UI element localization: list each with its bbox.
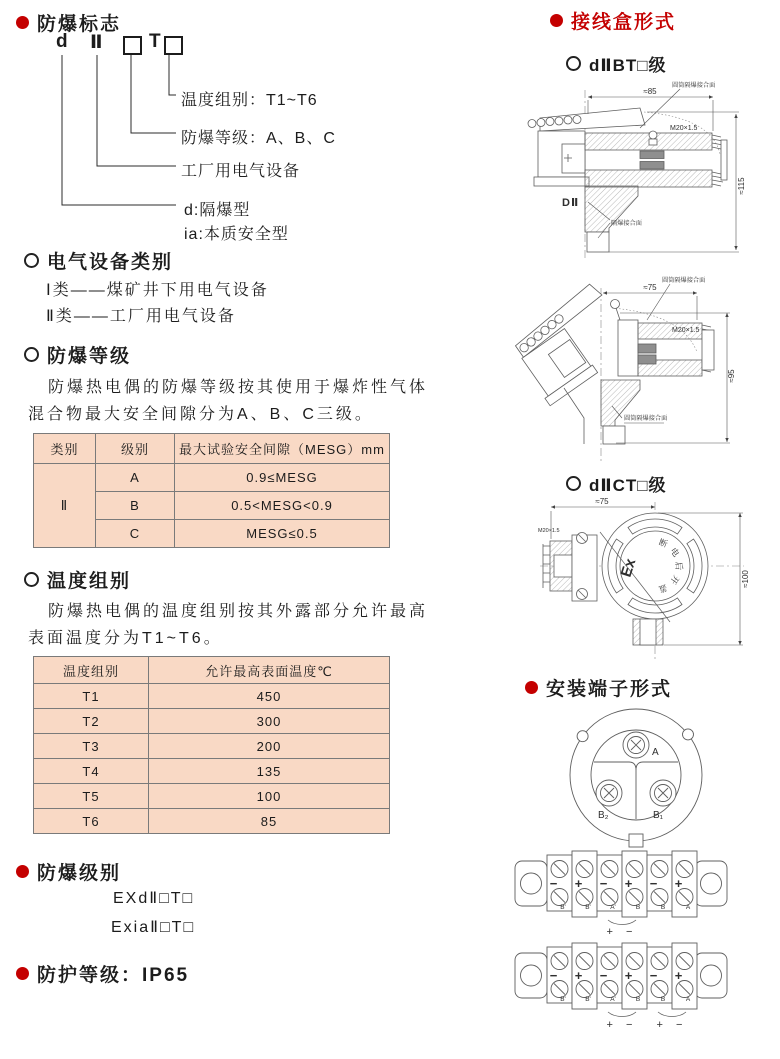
table-row [34,759,390,784]
sign: + [674,968,683,983]
cell: T5 [34,784,149,809]
sign: + [624,968,633,983]
sign: − [599,876,608,891]
terminal-strip-2 [512,940,730,1039]
terminal-label: B [660,904,666,911]
section-terminals-heading [525,674,672,701]
protection-text: 防护等级：IP65 [37,965,190,986]
cell: MESG≤0.5 [175,520,390,548]
section-title: 防爆级别 [37,863,122,884]
section-protection-heading [16,960,189,987]
hollow-bullet-icon [24,347,39,362]
category-item-1: Ⅰ类——煤矿井下用电气设备 [46,282,269,299]
terminal-label: A' [610,996,616,1003]
section-category-heading [24,247,173,274]
disc-terminal-b1-label: B₁ [653,810,664,821]
table-row [34,734,390,759]
table-row [34,684,390,709]
note-top-label: 圆筒隔爆接合面 [662,277,706,284]
cell: 300 [149,709,390,734]
section-title: 防爆标志 [37,14,122,35]
temp-paragraph-line1: 防爆热电偶的温度组别按其外露部分允许最高 [48,603,429,620]
polarity-brace-label: + − [606,926,638,938]
cell: A [96,464,175,492]
cell: T2 [34,709,149,734]
marking-label-d-type: d:隔爆型 [184,202,251,219]
terminal-strip-1 [512,848,730,943]
terminal-label: A [685,996,691,1003]
dim-height-label: ≈115 [737,177,746,195]
temperature-table [33,656,390,834]
col-header: 温度组别 [34,657,149,684]
terminal-label: A' [610,904,616,911]
mesg-table [33,433,390,548]
terminal-label: B' [585,904,591,911]
section-title: 电气设备类别 [47,252,174,273]
cover-char: 开 [668,573,682,587]
col-header: 类别 [34,434,96,464]
red-bullet-icon [16,967,29,980]
cell: 135 [149,759,390,784]
junction-type-c-heading [566,471,667,496]
col-header: 级别 [96,434,175,464]
cell: 85 [149,809,390,834]
hollow-bullet-icon [566,56,581,71]
section-title: 防爆等级 [47,346,132,367]
terminal-label: A [685,904,691,911]
table-row [34,464,390,492]
sign: + [674,876,683,891]
terminal-label: B' [560,996,566,1003]
placeholder-box-temp [164,36,183,55]
sign: + [624,876,633,891]
section-temp-heading [24,566,131,593]
section-title: 安装端子形式 [546,679,673,700]
cover-char: 盖 [657,582,669,595]
type-label: dⅡBT□级 [589,56,667,75]
category-item-2: Ⅱ类——工厂用电气设备 [46,308,236,325]
category-cell: Ⅱ [34,464,96,548]
section-exclass-heading [16,858,121,885]
table-header-row [34,434,390,464]
section-title: 接线盒形式 [571,12,677,33]
cell: T3 [34,734,149,759]
cell: 0.5<MESG<0.9 [175,492,390,520]
drawing-junction-box-b1 [512,78,768,271]
sign: − [599,968,608,983]
marking-symbol-d: d [56,31,68,52]
marking-symbol-t: T [149,31,161,52]
sign: − [649,968,658,983]
red-bullet-icon [525,681,538,694]
red-bullet-icon [550,14,563,27]
terminal-disc-diagram [550,700,722,855]
cover-ex-mark: Ex [617,556,640,580]
body-mark-label: DⅡ [562,197,580,209]
cell: B [96,492,175,520]
junction-type-b-heading [566,51,667,76]
terminal-label: B [635,904,641,911]
dim-width-label: ≈75 [595,497,609,506]
temp-paragraph-line2: 表面温度分为T1~T6。 [28,630,223,647]
polarity-brace-label: + − [606,1019,638,1031]
cover-char: 电 [668,545,682,559]
thread-label: M20×1.5 [538,528,560,534]
table-row [34,709,390,734]
sign: − [549,876,558,891]
table-row [34,809,390,834]
terminal-label: B [635,996,641,1003]
marking-symbol-ii: Ⅱ [90,32,103,53]
note-bottom-label: 隔爆接合面 [611,220,642,227]
type-label: dⅡCT□级 [589,476,667,495]
hollow-bullet-icon [24,253,39,268]
section-junction-heading [550,7,676,34]
dim-width-label: ≈75 [643,283,657,292]
exclass-line-2: ExiaⅡ□T□ [111,919,196,936]
cell: C [96,520,175,548]
thread-label: M20×1.5 [670,125,698,132]
dim-height-label: ≈95 [727,369,736,383]
terminal-label: B' [585,996,591,1003]
marking-label-grade: 防爆等级：A、B、C [181,130,336,147]
sign: − [649,876,658,891]
marking-label-ia-type: ia:本质安全型 [184,226,289,243]
terminal-label: B [660,996,666,1003]
dim-width-label: ≈85 [643,87,657,96]
grade-paragraph-line2: 混合物最大安全间隙分为A、B、C三级。 [28,406,374,423]
dim-height-label: ≈100 [741,570,750,588]
col-header: 允许最高表面温度℃ [149,657,390,684]
polarity-brace-label: + − [656,1019,688,1031]
section-grade-heading [24,341,131,368]
section-title: 温度组别 [47,571,132,592]
disc-terminal-b2-label: B₂ [598,810,609,821]
cover-char: 断 [657,536,670,550]
cell: 200 [149,734,390,759]
placeholder-box-grade [123,36,142,55]
cell: 0.9≤MESG [175,464,390,492]
marking-label-temp: 温度组别：T1~T6 [181,92,318,109]
drawing-junction-box-b2 [512,268,768,473]
table-header-row [34,657,390,684]
cover-char: 后 [674,561,684,571]
drawing-junction-box-c [512,494,768,675]
hollow-bullet-icon [566,476,581,491]
red-bullet-icon [16,865,29,878]
cell: T1 [34,684,149,709]
sign: − [549,968,558,983]
terminal-label: B' [560,904,566,911]
note-top-label: 圆筒隔爆接合面 [672,82,716,89]
sign: + [574,968,583,983]
exclass-line-1: EXdⅡ□T□ [113,890,195,907]
note-bottom-label: 圆筒隔爆接合面 [624,415,668,422]
cell: 100 [149,784,390,809]
cell: T6 [34,809,149,834]
hollow-bullet-icon [24,572,39,587]
marking-label-factory: 工厂用电气设备 [181,163,301,180]
sign: + [574,876,583,891]
cell: 450 [149,684,390,709]
thread-label: M20×1.5 [672,327,700,334]
table-row [34,784,390,809]
disc-terminal-a-label: A [652,747,659,758]
col-header: 最大试验安全间隙（MESG）mm [175,434,390,464]
grade-paragraph-line1: 防爆热电偶的防爆等级按其使用于爆炸性气体 [48,379,429,396]
cell: T4 [34,759,149,784]
